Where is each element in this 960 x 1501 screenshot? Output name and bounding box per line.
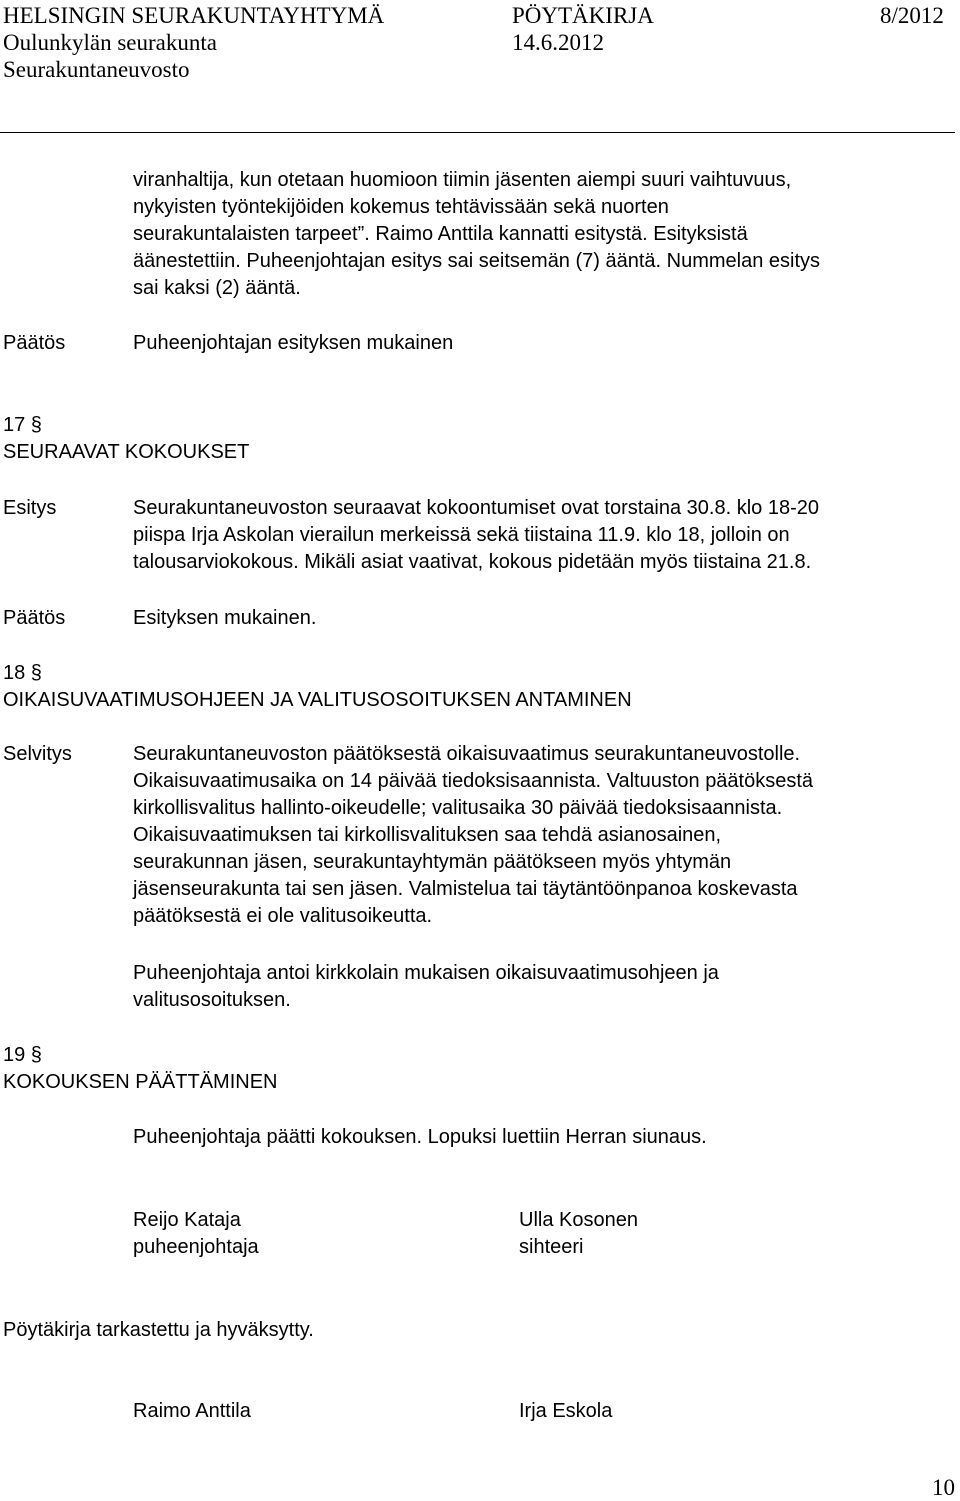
text-line: Seurakuntaneuvoston seuraavat kokoontumiset ovat torstaina 30.8. klo 18-20 — [133, 497, 819, 519]
text-line: piispa Irja Askolan vierailun merkeissä sekä tiistaina 11.9. klo 18, jolloin on — [133, 524, 790, 546]
section-number: 17 § — [3, 414, 42, 436]
decision-label: Päätös — [3, 607, 66, 629]
text-line: sai kaksi (2) ääntä. — [133, 277, 301, 299]
header-body: Seurakuntaneuvosto — [3, 57, 190, 82]
continuation-paragraph — [133, 167, 820, 302]
header-divider — [0, 132, 955, 133]
text-line: talousarviokokous. Mikäli asiat vaativat, kokous pidetään myös tiistaina 21.8. — [133, 551, 812, 573]
note-paragraph — [133, 960, 719, 1014]
secretary-name: Ulla Kosonen — [519, 1209, 638, 1231]
text-line: Oikaisuvaatimuksen tai kirkollisvalituksen saa tehdä asianosainen, — [133, 824, 722, 846]
decision-text: Esityksen mukainen. — [133, 607, 317, 629]
text-line: Oikaisuvaatimusaika on 14 päivää tiedoksisaannista. Valtuuston päätöksestä — [133, 770, 814, 792]
text-line: Seurakuntaneuvoston päätöksestä oikaisuvaatimus seurakuntaneuvostolle. — [133, 743, 801, 765]
explanation-label: Selvitys — [3, 743, 72, 765]
text-line: viranhaltija, kun otetaan huomioon tiimin jäsenten aiempi suuri vaihtuvuus, — [133, 169, 792, 191]
proposal-label: Esitys — [3, 497, 57, 519]
text-line: valitusosoituksen. — [133, 989, 291, 1011]
header-doc-type: PÖYTÄKIRJA — [512, 3, 654, 28]
explanation-paragraph — [133, 741, 813, 930]
text-line: seurakunnan jäsen, seurakuntayhtymän päätökseen myös yhtymän — [133, 851, 732, 873]
proposal-paragraph — [133, 495, 819, 576]
header-doc-number: 8/2012 — [880, 3, 944, 28]
approval-text: Pöytäkirja tarkastettu ja hyväksytty. — [3, 1319, 314, 1341]
text-line: nykyisten työntekijöiden kokemus tehtävissään sekä nuorten — [133, 196, 669, 218]
checker-name: Raimo Anttila — [133, 1400, 251, 1422]
page-number: 10 — [932, 1475, 955, 1500]
chair-role: puheenjohtaja — [133, 1236, 259, 1258]
section-title: OIKAISUVAATIMUSOHJEEN JA VALITUSOSOITUKSEN ANTAMINEN — [3, 689, 632, 711]
text-line: seurakuntalaisten tarpeet”. Raimo Anttila kannatti esitystä. Esityksistä — [133, 223, 748, 245]
text-line: kirkollisvalitus hallinto-oikeudelle; valitusaika 30 päivää tiedoksisaannista. — [133, 797, 783, 819]
decision-text: Puheenjohtajan esityksen mukainen — [133, 332, 454, 354]
text-line: päätöksestä ei ole valitusoikeutta. — [133, 905, 433, 927]
section-number: 19 § — [3, 1044, 42, 1066]
chair-name: Reijo Kataja — [133, 1209, 241, 1231]
section-number: 18 § — [3, 662, 42, 684]
text-line: Puheenjohtaja antoi kirkkolain mukaisen oikaisuvaatimusohjeen ja — [133, 962, 719, 984]
closing-text: Puheenjohtaja päätti kokouksen. Lopuksi luettiin Herran siunaus. — [133, 1126, 707, 1148]
decision-label: Päätös — [3, 332, 66, 354]
header-date: 14.6.2012 — [512, 30, 604, 55]
header-org: HELSINGIN SEURAKUNTAYHTYMÄ — [3, 3, 385, 28]
text-line: jäsenseurakunta tai sen jäsen. Valmistelua tai täytäntöönpanoa koskevasta — [133, 878, 798, 900]
section-title: KOKOUKSEN PÄÄTTÄMINEN — [3, 1071, 278, 1093]
header-parish: Oulunkylän seurakunta — [3, 30, 217, 55]
secretary-role: sihteeri — [519, 1236, 584, 1258]
checker-name: Irja Eskola — [519, 1400, 613, 1422]
section-title: SEURAAVAT KOKOUKSET — [3, 441, 250, 463]
text-line: äänestettiin. Puheenjohtajan esitys sai seitsemän (7) ääntä. Nummelan esitys — [133, 250, 821, 272]
